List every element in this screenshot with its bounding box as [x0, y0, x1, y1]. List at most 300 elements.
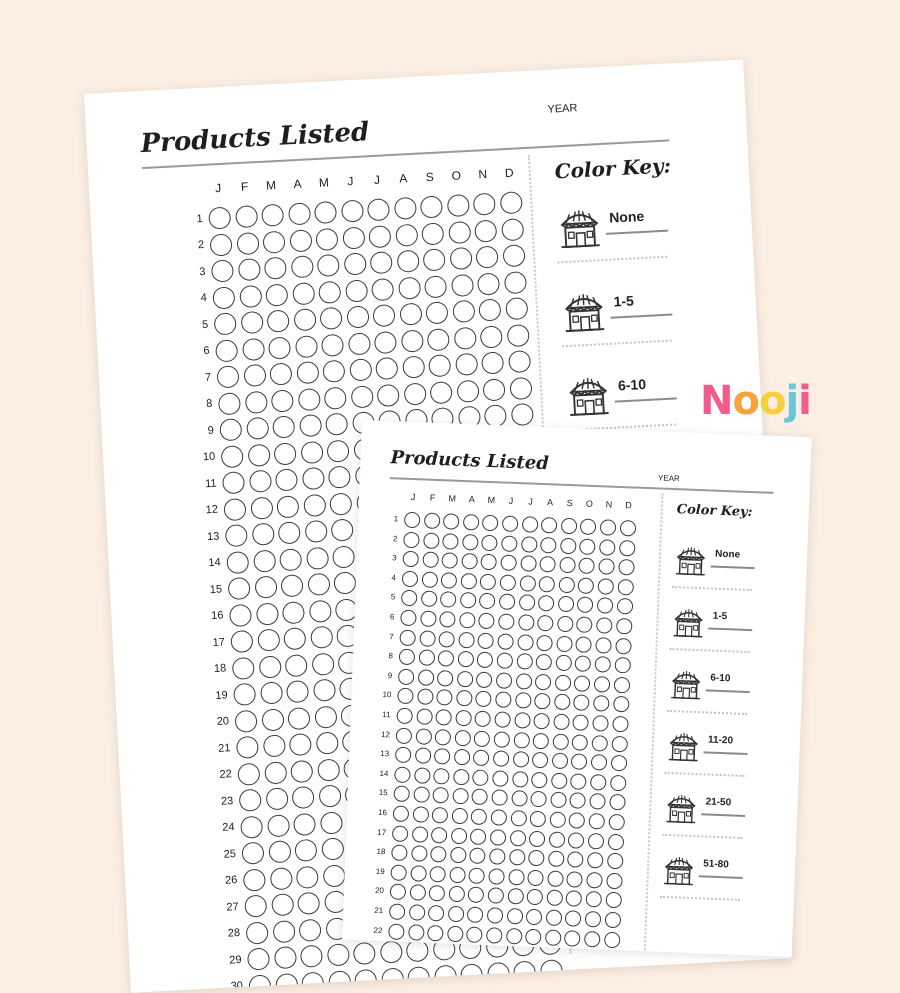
day-circle[interactable] [435, 729, 452, 746]
day-circle[interactable] [453, 769, 470, 786]
day-circle[interactable] [588, 833, 605, 850]
day-circle[interactable] [340, 200, 363, 223]
day-circle[interactable] [395, 747, 412, 764]
day-circle[interactable] [610, 755, 627, 772]
day-circle[interactable] [260, 681, 283, 704]
day-circle[interactable] [548, 851, 565, 868]
day-circle[interactable] [271, 389, 294, 412]
day-circle[interactable] [215, 339, 238, 362]
day-circle[interactable] [296, 361, 319, 384]
day-circle[interactable] [261, 204, 284, 227]
day-circle[interactable] [499, 191, 522, 214]
day-circle[interactable] [329, 492, 352, 515]
day-circle[interactable] [580, 518, 597, 535]
day-circle[interactable] [517, 634, 534, 651]
day-circle[interactable] [425, 301, 448, 324]
day-circle[interactable] [572, 734, 589, 751]
day-circle[interactable] [321, 333, 344, 356]
day-circle[interactable] [450, 273, 473, 296]
day-circle[interactable] [480, 573, 497, 590]
day-circle[interactable] [377, 383, 400, 406]
day-circle[interactable] [381, 967, 404, 990]
day-circle[interactable] [595, 637, 612, 654]
day-circle[interactable] [521, 536, 538, 553]
day-circle[interactable] [294, 335, 317, 358]
day-circle[interactable] [370, 251, 393, 274]
day-circle[interactable] [516, 653, 533, 670]
day-circle[interactable] [479, 593, 496, 610]
day-circle[interactable] [216, 365, 239, 388]
day-circle[interactable] [455, 710, 472, 727]
day-circle[interactable] [326, 439, 349, 462]
day-circle[interactable] [520, 555, 537, 572]
day-circle[interactable] [286, 680, 309, 703]
day-circle[interactable] [432, 807, 449, 824]
day-circle[interactable] [592, 715, 609, 732]
day-circle[interactable] [347, 332, 370, 355]
day-circle[interactable] [477, 272, 500, 295]
day-circle[interactable] [290, 255, 313, 278]
day-circle[interactable] [274, 442, 297, 465]
day-circle[interactable] [439, 631, 456, 648]
day-circle[interactable] [552, 733, 569, 750]
day-circle[interactable] [531, 772, 548, 789]
day-circle[interactable] [487, 907, 504, 924]
day-circle[interactable] [593, 695, 610, 712]
day-circle[interactable] [527, 870, 544, 887]
day-circle[interactable] [469, 848, 486, 865]
day-circle[interactable] [607, 833, 624, 850]
day-circle[interactable] [307, 573, 330, 596]
day-circle[interactable] [297, 892, 320, 915]
day-circle[interactable] [452, 788, 469, 805]
day-circle[interactable] [332, 545, 355, 568]
day-circle[interactable] [513, 732, 530, 749]
day-circle[interactable] [535, 674, 552, 691]
day-circle[interactable] [421, 222, 444, 245]
day-circle[interactable] [488, 888, 505, 905]
day-circle[interactable] [396, 727, 413, 744]
day-circle[interactable] [536, 634, 553, 651]
day-circle[interactable] [294, 839, 317, 862]
day-circle[interactable] [451, 808, 468, 825]
day-circle[interactable] [486, 927, 503, 944]
day-circle[interactable] [519, 575, 536, 592]
day-circle[interactable] [478, 613, 495, 630]
day-circle[interactable] [428, 354, 451, 377]
day-circle[interactable] [398, 668, 415, 685]
day-circle[interactable] [585, 911, 602, 928]
day-circle[interactable] [442, 533, 459, 550]
day-circle[interactable] [278, 521, 301, 544]
day-circle[interactable] [242, 337, 265, 360]
day-circle[interactable] [446, 194, 469, 217]
day-circle[interactable] [509, 849, 526, 866]
day-circle[interactable] [290, 759, 313, 782]
day-circle[interactable] [411, 826, 428, 843]
day-circle[interactable] [498, 613, 515, 630]
day-circle[interactable] [423, 248, 446, 271]
day-circle[interactable] [518, 614, 535, 631]
day-circle[interactable] [247, 947, 270, 970]
day-circle[interactable] [501, 535, 518, 552]
day-circle[interactable] [375, 357, 398, 380]
day-circle[interactable] [559, 557, 576, 574]
day-circle[interactable] [539, 556, 556, 573]
day-circle[interactable] [613, 696, 630, 713]
day-circle[interactable] [301, 467, 324, 490]
day-circle[interactable] [317, 254, 340, 277]
day-circle[interactable] [490, 829, 507, 846]
day-circle[interactable] [460, 573, 477, 590]
day-circle[interactable] [257, 629, 280, 652]
day-circle[interactable] [586, 872, 603, 889]
day-circle[interactable] [265, 283, 288, 306]
day-circle[interactable] [569, 812, 586, 829]
day-circle[interactable] [293, 812, 316, 835]
day-circle[interactable] [314, 201, 337, 224]
day-circle[interactable] [600, 519, 617, 536]
day-circle[interactable] [509, 830, 526, 847]
day-circle[interactable] [589, 793, 606, 810]
day-circle[interactable] [536, 654, 553, 671]
day-circle[interactable] [400, 610, 417, 627]
day-circle[interactable] [462, 534, 479, 551]
day-circle[interactable] [478, 298, 501, 321]
day-circle[interactable] [597, 598, 614, 615]
day-circle[interactable] [416, 708, 433, 725]
day-circle[interactable] [473, 750, 490, 767]
day-circle[interactable] [421, 571, 438, 588]
day-circle[interactable] [525, 928, 542, 945]
day-circle[interactable] [547, 870, 564, 887]
day-circle[interactable] [541, 517, 558, 534]
day-circle[interactable] [502, 515, 519, 532]
day-circle[interactable] [551, 772, 568, 789]
day-circle[interactable] [262, 734, 285, 757]
day-circle[interactable] [497, 633, 514, 650]
day-circle[interactable] [437, 670, 454, 687]
day-circle[interactable] [518, 595, 535, 612]
day-circle[interactable] [555, 655, 572, 672]
day-circle[interactable] [433, 787, 450, 804]
day-circle[interactable] [570, 793, 587, 810]
day-circle[interactable] [410, 865, 427, 882]
day-circle[interactable] [458, 631, 475, 648]
day-circle[interactable] [528, 850, 545, 867]
day-circle[interactable] [331, 519, 354, 542]
day-circle[interactable] [461, 553, 478, 570]
day-circle[interactable] [322, 360, 345, 383]
day-circle[interactable] [491, 809, 508, 826]
day-circle[interactable] [438, 650, 455, 667]
day-circle[interactable] [430, 846, 447, 863]
day-circle[interactable] [439, 611, 456, 628]
day-circle[interactable] [399, 303, 422, 326]
day-circle[interactable] [241, 842, 264, 865]
day-circle[interactable] [576, 616, 593, 633]
day-circle[interactable] [427, 328, 450, 351]
day-circle[interactable] [324, 386, 347, 409]
day-circle[interactable] [613, 677, 630, 694]
day-circle[interactable] [250, 496, 273, 519]
day-circle[interactable] [211, 259, 234, 282]
day-circle[interactable] [449, 247, 472, 270]
day-circle[interactable] [604, 912, 621, 929]
day-circle[interactable] [275, 973, 298, 993]
day-circle[interactable] [248, 974, 271, 993]
day-circle[interactable] [475, 711, 492, 728]
day-circle[interactable] [591, 754, 608, 771]
day-circle[interactable] [208, 207, 231, 230]
day-circle[interactable] [368, 225, 391, 248]
day-circle[interactable] [433, 768, 450, 785]
day-circle[interactable] [506, 908, 523, 925]
day-circle[interactable] [537, 615, 554, 632]
day-circle[interactable] [236, 232, 259, 255]
day-circle[interactable] [616, 618, 633, 635]
day-circle[interactable] [463, 514, 480, 531]
day-circle[interactable] [264, 761, 287, 784]
day-circle[interactable] [431, 827, 448, 844]
day-circle[interactable] [482, 378, 505, 401]
day-circle[interactable] [379, 941, 402, 964]
day-circle[interactable] [395, 223, 418, 246]
day-circle[interactable] [529, 830, 546, 847]
day-circle[interactable] [472, 769, 489, 786]
day-circle[interactable] [399, 629, 416, 646]
day-circle[interactable] [420, 610, 437, 627]
day-circle[interactable] [408, 924, 425, 941]
day-circle[interactable] [268, 336, 291, 359]
day-circle[interactable] [415, 728, 432, 745]
day-circle[interactable] [318, 785, 341, 808]
day-circle[interactable] [578, 577, 595, 594]
day-circle[interactable] [453, 326, 476, 349]
day-circle[interactable] [590, 774, 607, 791]
day-circle[interactable] [292, 786, 315, 809]
day-circle[interactable] [276, 495, 299, 518]
day-circle[interactable] [417, 689, 434, 706]
day-circle[interactable] [579, 538, 596, 555]
day-circle[interactable] [448, 886, 465, 903]
day-circle[interactable] [353, 942, 376, 965]
day-circle[interactable] [594, 656, 611, 673]
day-circle[interactable] [271, 893, 294, 916]
day-circle[interactable] [413, 787, 430, 804]
day-circle[interactable] [506, 928, 523, 945]
day-circle[interactable] [501, 218, 524, 241]
day-circle[interactable] [253, 549, 276, 572]
day-circle[interactable] [247, 443, 270, 466]
day-circle[interactable] [317, 758, 340, 781]
day-circle[interactable] [526, 909, 543, 926]
day-circle[interactable] [594, 676, 611, 693]
day-circle[interactable] [530, 811, 547, 828]
day-circle[interactable] [558, 576, 575, 593]
day-circle[interactable] [475, 691, 492, 708]
day-circle[interactable] [374, 331, 397, 354]
day-circle[interactable] [460, 592, 477, 609]
day-circle[interactable] [596, 617, 613, 634]
day-circle[interactable] [430, 381, 453, 404]
day-circle[interactable] [575, 656, 592, 673]
day-circle[interactable] [342, 226, 365, 249]
day-circle[interactable] [450, 847, 467, 864]
day-circle[interactable] [546, 909, 563, 926]
day-circle[interactable] [233, 683, 256, 706]
day-circle[interactable] [607, 853, 624, 870]
day-circle[interactable] [328, 466, 351, 489]
day-circle[interactable] [567, 851, 584, 868]
day-circle[interactable] [459, 612, 476, 629]
day-circle[interactable] [402, 356, 425, 379]
day-circle[interactable] [477, 652, 494, 669]
day-circle[interactable] [443, 513, 460, 530]
day-circle[interactable] [456, 379, 479, 402]
day-circle[interactable] [618, 559, 635, 576]
day-circle[interactable] [311, 652, 334, 675]
day-circle[interactable] [226, 551, 249, 574]
day-circle[interactable] [299, 414, 322, 437]
day-circle[interactable] [497, 653, 514, 670]
day-circle[interactable] [393, 805, 410, 822]
day-circle[interactable] [219, 418, 242, 441]
day-circle[interactable] [481, 351, 504, 374]
day-circle[interactable] [606, 873, 623, 890]
day-circle[interactable] [495, 692, 512, 709]
day-circle[interactable] [304, 520, 327, 543]
day-circle[interactable] [399, 649, 416, 666]
day-circle[interactable] [455, 353, 478, 376]
day-circle[interactable] [414, 747, 431, 764]
day-circle[interactable] [275, 468, 298, 491]
day-circle[interactable] [457, 651, 474, 668]
day-circle[interactable] [235, 205, 258, 228]
day-circle[interactable] [557, 616, 574, 633]
day-circle[interactable] [312, 679, 335, 702]
day-circle[interactable] [510, 810, 527, 827]
day-circle[interactable] [510, 403, 533, 426]
day-circle[interactable] [619, 540, 636, 557]
day-circle[interactable] [407, 966, 430, 989]
day-circle[interactable] [470, 828, 487, 845]
day-circle[interactable] [418, 650, 435, 667]
day-circle[interactable] [506, 324, 529, 347]
day-circle[interactable] [503, 271, 526, 294]
day-circle[interactable] [246, 921, 269, 944]
day-circle[interactable] [389, 903, 406, 920]
day-circle[interactable] [478, 632, 495, 649]
day-circle[interactable] [456, 690, 473, 707]
day-circle[interactable] [412, 806, 429, 823]
day-circle[interactable] [228, 577, 251, 600]
day-circle[interactable] [301, 971, 324, 993]
day-circle[interactable] [230, 630, 253, 653]
day-circle[interactable] [232, 656, 255, 679]
day-circle[interactable] [591, 735, 608, 752]
day-circle[interactable] [561, 518, 578, 535]
day-circle[interactable] [214, 312, 237, 335]
day-circle[interactable] [261, 708, 284, 731]
day-circle[interactable] [248, 470, 271, 493]
day-circle[interactable] [452, 300, 475, 323]
day-circle[interactable] [494, 711, 511, 728]
day-circle[interactable] [300, 945, 323, 968]
day-circle[interactable] [567, 871, 584, 888]
day-circle[interactable] [466, 926, 483, 943]
day-circle[interactable] [243, 364, 266, 387]
day-circle[interactable] [422, 552, 439, 569]
day-circle[interactable] [467, 906, 484, 923]
day-circle[interactable] [282, 601, 305, 624]
day-circle[interactable] [597, 578, 614, 595]
day-circle[interactable] [296, 865, 319, 888]
day-circle[interactable] [419, 630, 436, 647]
day-circle[interactable] [574, 675, 591, 692]
day-circle[interactable] [325, 413, 348, 436]
day-circle[interactable] [318, 280, 341, 303]
day-circle[interactable] [269, 867, 292, 890]
day-circle[interactable] [532, 752, 549, 769]
day-circle[interactable] [553, 714, 570, 731]
day-circle[interactable] [221, 445, 244, 468]
day-circle[interactable] [427, 924, 444, 941]
day-circle[interactable] [240, 311, 263, 334]
day-circle[interactable] [402, 570, 419, 587]
day-circle[interactable] [473, 193, 496, 216]
day-circle[interactable] [469, 867, 486, 884]
day-circle[interactable] [244, 895, 267, 918]
day-circle[interactable] [493, 750, 510, 767]
day-circle[interactable] [401, 590, 418, 607]
day-circle[interactable] [449, 866, 466, 883]
day-circle[interactable] [409, 885, 426, 902]
day-circle[interactable] [481, 534, 498, 551]
day-circle[interactable] [481, 554, 498, 571]
day-circle[interactable] [265, 787, 288, 810]
day-circle[interactable] [393, 197, 416, 220]
day-circle[interactable] [608, 814, 625, 831]
day-circle[interactable] [414, 767, 431, 784]
day-circle[interactable] [394, 766, 411, 783]
day-circle[interactable] [234, 709, 257, 732]
day-circle[interactable] [584, 931, 601, 948]
day-circle[interactable] [218, 392, 241, 415]
day-circle[interactable] [314, 705, 337, 728]
day-circle[interactable] [451, 827, 468, 844]
day-circle[interactable] [428, 905, 445, 922]
day-circle[interactable] [354, 968, 377, 991]
day-circle[interactable] [538, 595, 555, 612]
day-circle[interactable] [558, 596, 575, 613]
day-circle[interactable] [487, 961, 510, 984]
day-circle[interactable] [333, 571, 356, 594]
day-circle[interactable] [447, 925, 464, 942]
day-circle[interactable] [320, 307, 343, 330]
day-circle[interactable] [610, 775, 627, 792]
day-circle[interactable] [372, 304, 395, 327]
day-circle[interactable] [267, 310, 290, 333]
day-circle[interactable] [343, 253, 366, 276]
day-circle[interactable] [293, 308, 316, 331]
day-circle[interactable] [398, 276, 421, 299]
day-circle[interactable] [496, 672, 513, 689]
day-circle[interactable] [568, 832, 585, 849]
day-circle[interactable] [448, 906, 465, 923]
day-circle[interactable] [283, 627, 306, 650]
day-circle[interactable] [289, 229, 312, 252]
